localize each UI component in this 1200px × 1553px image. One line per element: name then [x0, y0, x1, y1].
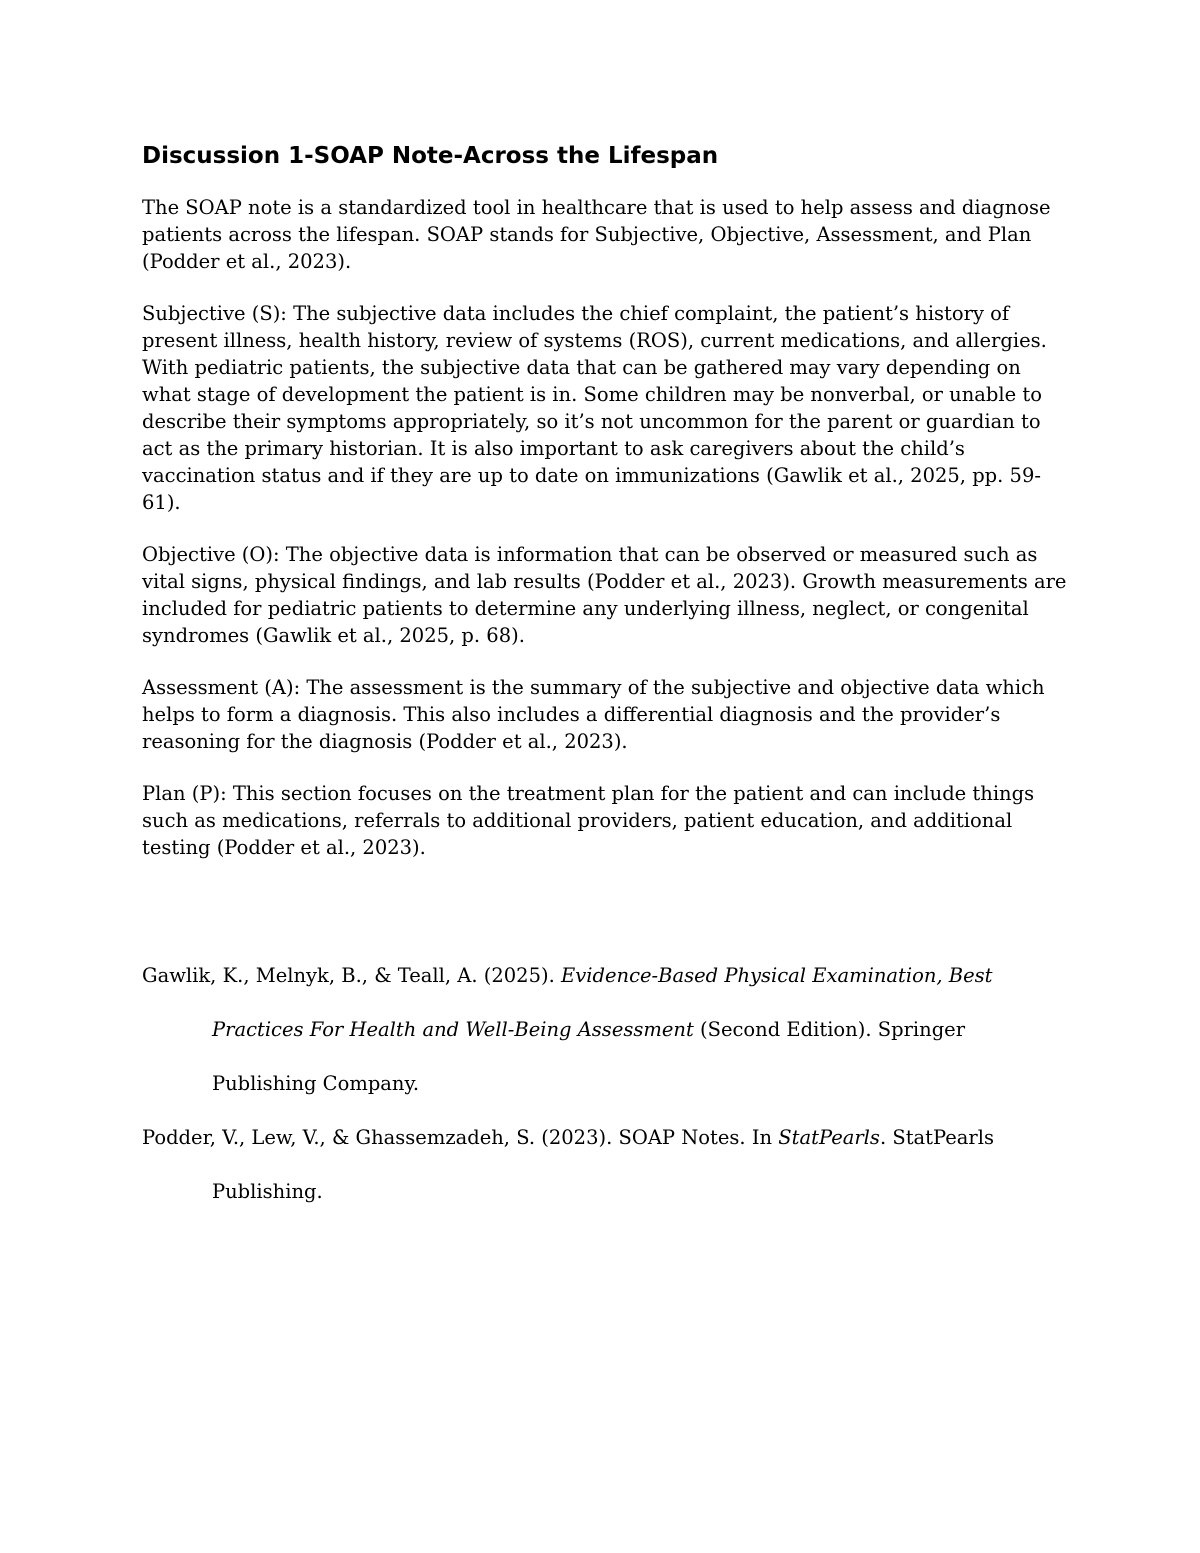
reference-publisher: (Second Edition). Springer Publishing Company. — [212, 1018, 966, 1095]
reference-authors: Gawlik, K., Melnyk, B., & Teall, A. (2025). — [142, 964, 562, 987]
objective-paragraph: Objective (O): The objective data is information that can be observed or measured such as vital signs, physical findings, and lab results (Podder et al., 2023). Growth measurements are included for pediatric patients to determine any underlying illness, neglect, or congenital syndromes (Gawlik et al., 2025, p. 68). — [142, 543, 1067, 647]
reference-authors: Podder, V., Lew, V., & Ghassemzadeh, S. (2023). SOAP Notes. In — [142, 1126, 779, 1149]
reference-title: StatPearls — [778, 1126, 880, 1149]
assessment-paragraph: Assessment (A): The assessment is the summary of the subjective and objective data which helps to form a diagnosis. This also includes a differential diagnosis and the provider’s reasoning for the diagnosis (Podder et al., 2023). — [142, 676, 1045, 753]
document-page — [142, 141, 1072, 1219]
reference-entry-podder — [142, 1111, 1072, 1219]
subjective-paragraph: Subjective (S): The subjective data includes the chief complaint, the patient’s history of present illness, health history, review of systems (ROS), current medications, and allergies. With pediatric patients, the subjective data that can be gathered may vary depending on what stage of development the patient is in. Some children may be nonverbal, or unable to describe their symptoms appropriately, so it’s not uncommon for the parent or guardian to act as the primary historian. It is also important to ask caregivers about the child’s vaccination status and if they are up to date on immunizations (Gawlik et al., 2025, pp. 59-61). — [142, 302, 1047, 514]
reference-entry-gawlik — [142, 949, 1072, 1111]
reference-publisher: . StatPearls Publishing. — [212, 1126, 994, 1203]
reference-list — [142, 949, 1072, 1219]
reference-title: Evidence-Based Physical Examination, Best Practices For Health and Well-Being Assessment — [212, 964, 993, 1041]
intro-paragraph: The SOAP note is a standardized tool in healthcare that is used to help assess and diagnose patients across the lifespan. SOAP stands for Subjective, Objective, Assessment, and Plan (Podder et al., 2023). — [142, 196, 1051, 273]
plan-paragraph: Plan (P): This section focuses on the treatment plan for the patient and can include things such as medications, referrals to additional providers, patient education, and additional testing (Podder et al., 2023). — [142, 782, 1035, 859]
document-title: Discussion 1-SOAP Note-Across the Lifespan — [142, 143, 719, 169]
